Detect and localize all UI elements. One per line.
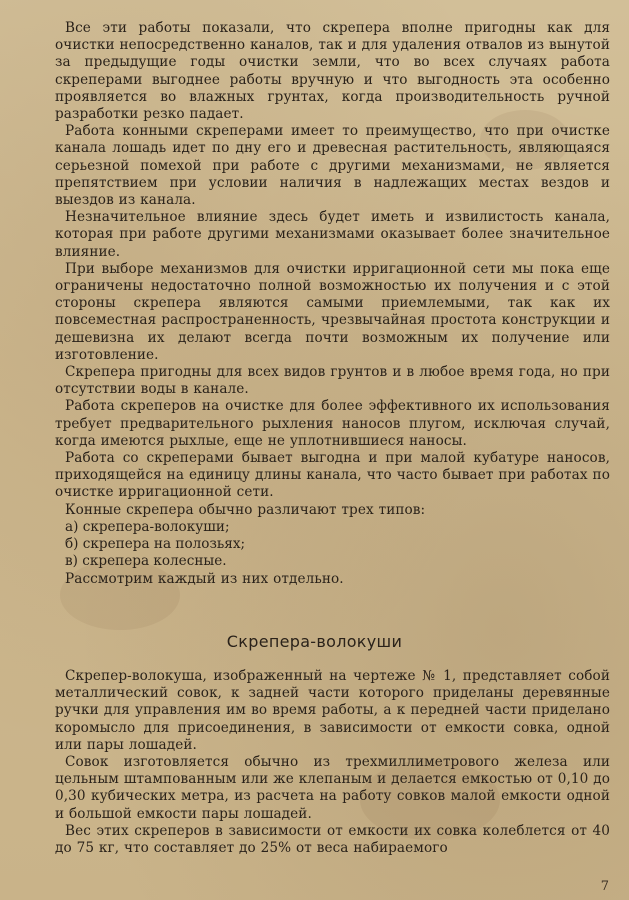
paragraph: Работа конными скреперами имеет то преимущество, что при очистке канала лошадь идет по дну его и древесная растительность, являющаяся серьезной помехой при работе с другими механизмами, не является препятствием при условии наличия в надлежащих местах вездов и выездов из канала. [55,123,610,209]
list-intro: Конные скрепера обычно различают трех типов: [65,501,426,518]
paragraph: Вес этих скреперов в зависимости от емкости их совка колеблется от 40 до 75 кг, что составляет до 25% от веса набираемого [55,822,610,857]
list-item: в) скрепера колесные. [65,553,227,570]
list-item: а) скрепера-волокуши; [65,518,230,535]
paragraph: Работа со скреперами бывает выгодна и при малой кубатуре наносов, приходящейся на единицу длины канала, что часто бывает при работах по очистке ирригационной сети. [55,450,610,501]
main-text-bottom [55,668,610,857]
scraper-types-list [55,519,610,571]
paragraph: Скрепера пригодны для всех видов грунтов и в любое время года, но при отсутствии воды в канале. [55,364,610,398]
paragraph: Совок изготовляется обычно из трехмиллиметрового железа или цельным штампованным или же клепаным и делается емкостью от 0,10 до 0,30 кубических метра, из расчета на работу совков малой емкости одной и большой емкости пары лошадей. [55,754,610,822]
paragraph: При выборе механизмов для очистки ирригационной сети мы пока еще ограничены недостаточно полной возможностью их получения и с этой стороны скрепера являются самыми приемлемыми, так как их повсеместная распространенность, чрезвычайная простота конструкции и дешевизна их делают всегда почти возможным их получение или изготовление. [55,260,610,363]
paragraph: Скрепер-волокуша, изображенный на чертеже № 1, представляет собой металлический совок, к задней части которого приделаны деревянные ручки для управления им во время работы, а к передней части приделано коромысло для присоединения, в зависимости от емкости совка, одной или пары лошадей. [55,668,610,753]
page-number: 7 [600,879,609,894]
paragraph: Работа скреперов на очистке для более эффективного их использования требует предварительного рыхления наносов плугом, исключая случай, когда имеются рыхлые, еще не уплотнившиеся наносы. [55,398,610,449]
paragraph: Все эти работы показали, что скрепера вполне пригодны как для очистки непосредственно каналов, так и для удаления отвалов из вынутой за предыдущие годы очистки земли, что во всех случаях работа скреперами выгоднее работы вручную и что выгодность эта особенно проявляется во влажных грунтах, когда производительность ручной разработки резко падает. [55,20,610,123]
paragraph: Незначительное влияние здесь будет иметь и извилистость канала, которая при работе другими механизмами оказывает более значительное влияние. [55,209,610,260]
section-title: Скрепера-волокуши [226,632,403,651]
list-item: б) скрепера на полозьях; [65,536,246,553]
list-outro: Рассмотрим каждый из них отдельно. [65,570,344,587]
main-text-top [55,20,610,588]
